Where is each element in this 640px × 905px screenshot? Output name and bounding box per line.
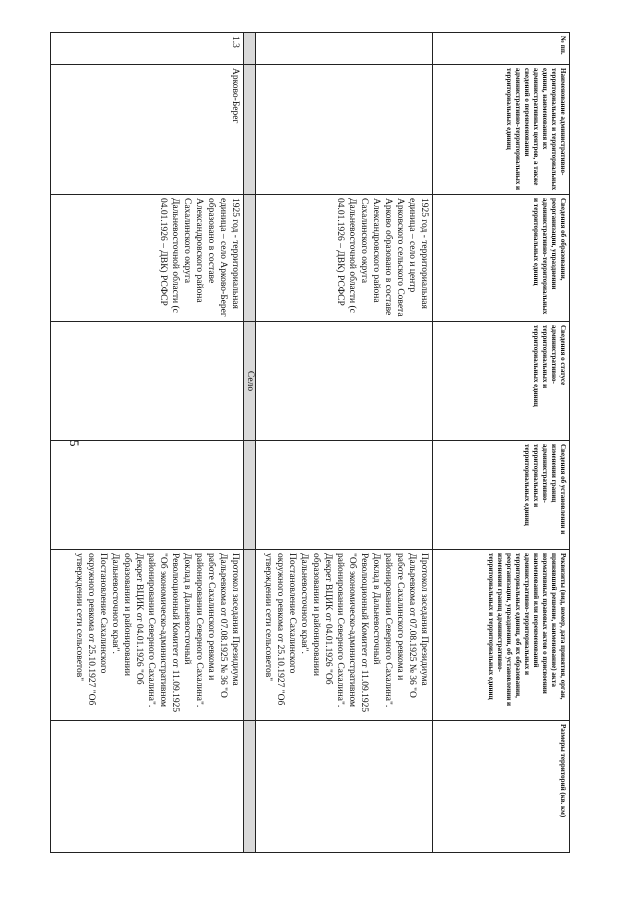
table-row xyxy=(256,33,433,853)
cell-area xyxy=(51,721,244,853)
cell-acts xyxy=(244,550,256,721)
header-status: Сведения о статусе административно-территориальных и территориальных единиц xyxy=(433,322,570,441)
act-item: Декрет ВЦИК от 04.01.1926 "Об образовании и районировании Дальневосточного края". xyxy=(110,553,145,685)
header-formation: Сведения об образовании, реорганизации, упразднении административно-территориальных и территориальных единиц xyxy=(433,195,570,322)
cell-name xyxy=(256,65,433,195)
header-acts: Реквизиты (вид, номер, дата принятия, орган, принявший решение, наименование) акта нормативных правовых актов о присвоении наименований или переименований административно-территориальных и территориальных единиц, об их образовании, реорганизации, упразднении, об установлении и изменении границ административно-территориальных и территориальных единиц xyxy=(433,550,570,721)
cell-formation: 1925 год - территориальная единица – село и центр Арковского сельского Совета Арково образовано в составе Александровского района Сахалинского округа Дальневосточной области (с 04.01.1926 – ДВК) РСФСР xyxy=(256,195,433,322)
cell-num xyxy=(256,33,433,65)
act-item: Протокол заседания Президиума Дальревкома от 07.08.1925 № 36 "О работе Сахалинского ревкома и районировании Северного Сахалина". xyxy=(383,553,430,708)
cell-area xyxy=(256,721,433,853)
act-item: Декрет ВЦИК от 04.01.1926 "Об образовании и районировании Дальневосточного края". xyxy=(299,553,334,685)
header-borders: Сведения об установлении и изменении границ административно-территориальных и территориальных единиц xyxy=(433,441,570,550)
cell-status xyxy=(51,322,244,441)
cell-acts xyxy=(51,550,244,721)
territorial-units-table xyxy=(51,32,571,853)
cell-borders xyxy=(256,441,433,550)
cell-acts xyxy=(256,550,433,721)
header-num: № пп. xyxy=(433,33,570,65)
cell-status xyxy=(256,322,433,441)
rotated-document xyxy=(74,32,570,852)
cell-num: 1.3 xyxy=(51,33,244,65)
header-row xyxy=(433,33,570,853)
page-number: 5 xyxy=(67,440,82,447)
cell-status: Село xyxy=(244,322,256,441)
cell-formation xyxy=(244,195,256,322)
header-area: Размеры территорий (кв. км) xyxy=(433,721,570,853)
cell-borders xyxy=(51,441,244,550)
act-item: Доклад в Дальневосточный Революционный Комитет от 11.09.1925 "Об экономическо-административном районировании Северного Сахалина". xyxy=(335,553,382,713)
act-item: Доклад в Дальневосточный Революционный Комитет от 11.09.1925 "Об экономическо-административном районировании Северного Сахалина". xyxy=(146,553,193,713)
act-item: Протокол заседания Президиума Дальревкома от 07.08.1925 № 36 "О работе Сахалинского ревкома и районировании Северного Сахалина". xyxy=(194,553,241,708)
cell-borders xyxy=(244,441,256,550)
cell-name: Арково-Берег xyxy=(51,65,244,195)
table-row xyxy=(51,33,244,853)
cell-name xyxy=(244,65,256,195)
act-item: Постановление Сахалинского окружного ревкома от 25.10.1927 "Об утверждении сети сельсоветов" xyxy=(263,553,298,706)
header-name: Наименование административно-территориальных и территориальных единиц, наименования их административных центров, а также сведений о переименовании административно-территориальных и территориальных единиц xyxy=(433,65,570,195)
act-item: Постановление Сахалинского окружного ревкома от 25.10.1927 "Об утверждении сети сельсоветов" xyxy=(74,553,109,706)
cell-formation: 1925 год - территориальная единица – село Арково-Берег образовано в составе Александровского района Сахалинского округа Дальневосточной области (с 04.01.1926 – ДВК) РСФСР xyxy=(51,195,244,322)
cell-area xyxy=(244,721,256,853)
cell-num xyxy=(244,33,256,65)
table-row-gray xyxy=(244,33,256,853)
